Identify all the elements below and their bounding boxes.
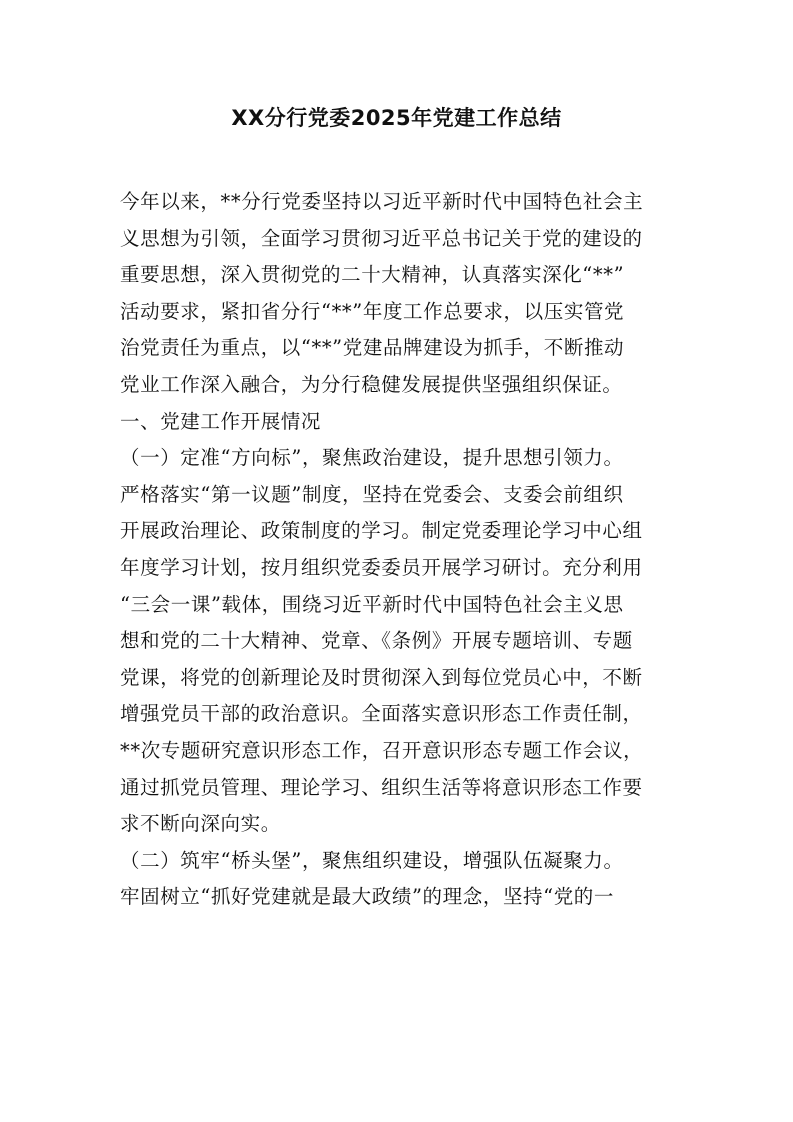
body-line: 开展政治理论、政策制度的学习。制定党委理论学习中心组 [120,519,643,543]
body-line: 治党责任为重点，以“**”党建品牌建设为抓手，不断推动 [120,336,625,360]
document-body [120,184,676,916]
subsection-heading: （二）筑牢“桥头堡”，聚焦组织建设，增强队伍凝聚力。 [120,848,624,872]
body-line: 重要思想，深入贯彻党的二十大精神，认真落实深化“**” [120,263,625,287]
body-line: 义思想为引领，全面学习贯彻习近平总书记关于党的建设的 [120,226,643,250]
body-line: 年度学习计划，按月组织党委委员开展学习研讨。充分利用 [120,555,643,579]
subsection-heading: （一）定准“方向标”，聚焦政治建设，提升思想引领力。 [120,446,624,470]
body-line: 牢固树立“抓好党建就是最大政绩”的理念，坚持“党的一 [120,885,615,909]
body-line: “三会一课”载体，围绕习近平新时代中国特色社会主义思 [120,592,624,616]
body-line: 增强党员干部的政治意识。全面落实意识形态工作责任制， [120,702,643,726]
body-line: 通过抓党员管理、理论学习、组织生活等将意识形态工作要 [120,775,643,799]
section-heading: 一、党建工作开展情况 [120,409,322,433]
body-line: 今年以来，**分行党委坚持以习近平新时代中国特色社会主 [120,190,644,213]
body-line: 想和党的二十大精神、党章、《条例》开展专题培训、专题 [120,629,633,653]
body-line: 活动要求，紧扣省分行“**”年度工作总要求，以压实管党 [120,299,625,323]
body-line: 党业工作深入融合，为分行稳健发展提供坚强组织保证。 [120,372,623,396]
body-line: **次专题研究意识形态工作，召开意识形态专题工作会议， [120,738,644,762]
body-line: 求不断向深向实。 [120,812,281,836]
body-line: 党课，将党的创新理论及时贯彻深入到每位党员心中，不断 [120,665,643,689]
body-line: 严格落实“第一议题”制度，坚持在党委会、支委会前组织 [120,482,624,506]
document-title: XX分行党委2025年党建工作总结 [231,106,562,130]
